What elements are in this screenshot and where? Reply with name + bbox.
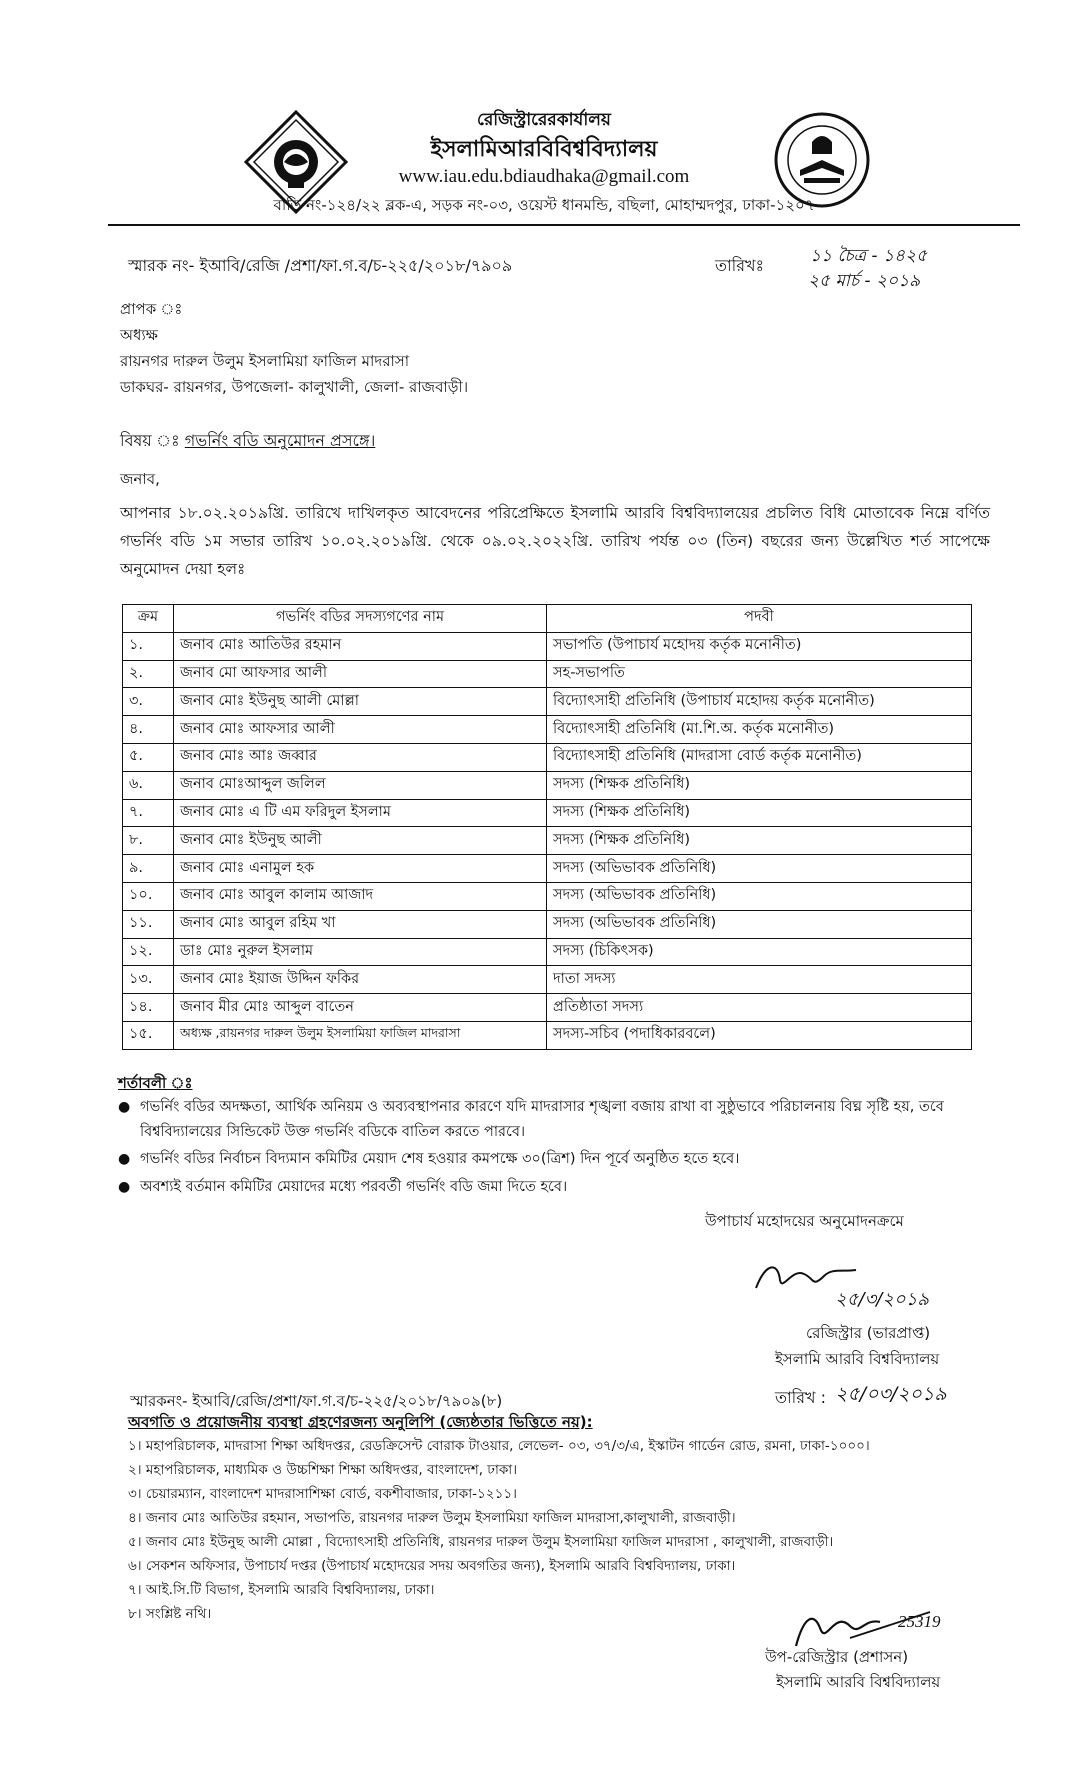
member-name: জনাব মোঃ এ টি এম ফরিদুল ইসলাম: [174, 799, 547, 827]
office-title: রেজিস্ট্রারেরকার্যালয়: [477, 110, 611, 130]
date-bangla: ১১ চৈত্র - ১৪২৫: [810, 246, 928, 266]
table-row: [123, 799, 972, 827]
body-paragraph: আপনার ১৮.০২.২০১৯খ্রি. তারিখে দাখিলকৃত আবেদনের পরিপ্রেক্ষিতে ইসলামি আরবি বিশ্ববিদ্যালয়ের প্রচলিত বিধি মোতাবেক নিম্নে বর্ণিত গভর্নিং বডি ১ম সভার তারিখ ১০.০২.২০১৯খ্রি. থেকে ০৯.০২.২০২২খ্রি. তারিখ পর্যন্ত ০৩ (তিন) বছরের জন্য উল্লেখিত শর্ত সাপেক্ষে অনুমোদন দেয়া হলঃ: [120, 504, 990, 578]
recipient-label: প্রাপক ঃ: [120, 300, 183, 318]
member-name: জনাব মো আফসার আলী: [174, 660, 547, 688]
recipient-line1: অধ্যক্ষ: [120, 326, 158, 344]
table-row: [123, 660, 972, 688]
member-post: সদস্য-সচিব (পদাধিকারবলে): [547, 1021, 972, 1049]
table-row: [123, 966, 972, 994]
member-name: জনাব মোঃ ইয়াজ উদ্দিন ফকির: [174, 966, 547, 994]
date-english: ২৫ মার্চ - ২০১৯: [808, 271, 921, 291]
row-serial: ১৫.: [123, 1021, 174, 1049]
row-serial: ১৩.: [123, 966, 174, 994]
member-post: প্রতিষ্ঠাতা সদস্য: [547, 994, 972, 1022]
row-serial: ১১.: [123, 910, 174, 938]
deputy-registrar-institution: ইসলামি আরবি বিশ্ববিদ্যালয়: [776, 1673, 941, 1691]
deputy-registrar-title: উপ-রেজিস্ট্রার (প্রশাসন): [765, 1648, 909, 1666]
row-serial: ২.: [123, 660, 174, 688]
header-divider: [108, 224, 1020, 226]
copy-item: ৬। সেকশন অফিসার, উপাচার্য দপ্তর (উপাচার্য মহোদয়ের সদয় অবগতির জন্য), ইসলামি আরবি বিশ্ববিদ্যালয়, ঢাকা।: [128, 1558, 736, 1574]
copy-item: ৪। জনাব মোঃ আতিউর রহমান, সভাপতি, রায়নগর দারুল উলুম ইসলামিয়া ফাজিল মাদরাসা,কালুখালী, রাজবাড়ী।: [128, 1510, 736, 1526]
row-serial: ১০.: [123, 882, 174, 910]
member-name: জনাব মোঃ আঃ জব্বার: [174, 743, 547, 771]
member-post: সদস্য (শিক্ষক প্রতিনিধি): [547, 771, 972, 799]
member-name: জনাব মীর মোঃ আব্দুল বাতেন: [174, 994, 547, 1022]
condition-text: গভর্নিং বডির অদক্ষতা, আর্থিক অনিয়ম ও অব্যবস্থাপনার কারণে যদি মাদরাসার শৃঙ্খলা বজায় রাখা বা সুষ্ঠুভাবে পরিচালনায় বিঘ্ন সৃষ্টি হয়, তবে বিশ্ববিদ্যালয়ের সিন্ডিকেট উক্ত গভর্নিং বডিকে বাতিল করতে পারবে।: [140, 1099, 944, 1140]
header-serial: ক্রম: [123, 605, 174, 633]
recipient-line2: রায়নগর দারুল উলুম ইসলামিয়া ফাজিল মাদরাসা: [120, 352, 410, 370]
university-address: বাড়ি নং-১২৪/২২ ব্লক-এ, সড়ক নং-০৩, ওয়েস্ট ধানমন্ডি, বছিলা, মোহাম্মদপুর, ঢাকা-১২০৭: [273, 196, 815, 214]
subject-label: বিষয় ঃ: [120, 431, 180, 450]
condition-text: গভর্নিং বডির নির্বাচন বিদ্যমান কমিটির মেয়াদ শেষ হওয়ার কমপক্ষে ৩০(ত্রিশ) দিন পূর্বে অনুষ্ঠিত হতে হবে।: [140, 1151, 740, 1167]
row-serial: ৭.: [123, 799, 174, 827]
governing-body-table: [122, 604, 972, 1050]
salutation: জনাব,: [120, 470, 160, 488]
bullet-icon: ●: [118, 1099, 131, 1115]
bullet-icon: ●: [118, 1179, 131, 1195]
registrar-title: রেজিস্ট্রার (ভারপ্রাপ্ত): [806, 1324, 931, 1342]
recipient-line3: ডাকঘর- রায়নগর, উপজেলা- কালুখালী, জেলা- রাজবাড়ী।: [120, 378, 469, 396]
member-name: জনাব মোঃ আবুল কালাম আজাদ: [174, 882, 547, 910]
copy-memo-number: স্মারকনং- ইআবি/রেজি/প্রশা/ফা.গ.ব/চ-২২৫/২০১৮/৭৯০৯(৮): [130, 1392, 503, 1410]
copy-item: ৫। জনাব মোঃ ইউনুছ আলী মোল্লা , বিদ্যোৎসাহী প্রতিনিধি, রায়নগর দারুল উলুম ইসলামিয়া ফাজিল মাদরাসা , কালুখালী, রাজবাড়ী।: [128, 1534, 834, 1550]
member-post: সদস্য (শিক্ষক প্রতিনিধি): [547, 827, 972, 855]
row-serial: ৬.: [123, 771, 174, 799]
table-row: [123, 716, 972, 744]
row-serial: ৫.: [123, 743, 174, 771]
copy-date: ২৫/০৩/২০১৯: [835, 1383, 947, 1405]
subject-text: গভর্নিং বডি অনুমোদন প্রসঙ্গে।: [184, 431, 376, 450]
member-post: সদস্য (চিকিৎসক): [547, 938, 972, 966]
member-name: জনাব মোঃ আবুল রহিম খা: [174, 910, 547, 938]
table-row: [123, 994, 972, 1022]
member-post: দাতা সদস্য: [547, 966, 972, 994]
website-email: www.iau.edu.bdiaudhaka@gmail.com: [398, 166, 690, 187]
row-serial: ১৪.: [123, 994, 174, 1022]
signature-date: ২৫/৩/২০১৯: [835, 1289, 929, 1310]
date-label: তারিখঃ: [715, 256, 765, 275]
row-serial: ৮.: [123, 827, 174, 855]
member-post: সদস্য (অভিভাবক প্রতিনিধি): [547, 910, 972, 938]
table-row: [123, 688, 972, 716]
header-name: গভর্নিং বডির সদস্যগণের নাম: [174, 605, 547, 633]
table-header-row: [123, 605, 972, 633]
copy-title: অবগতি ও প্রয়োজনীয় ব্যবস্থা গ্রহণেরজন্য অনুলিপি (জ্যেষ্ঠতার ভিত্তিতে নয়):: [128, 1413, 593, 1431]
member-name: জনাব মোঃ ইউনুছ আলী মোল্লা: [174, 688, 547, 716]
memo-number: স্মারক নং- ইআবি/রেজি /প্রশা/ফা.গ.ব/চ-২২৫/২০১৮/৭৯০৯: [128, 256, 513, 275]
table-row: [123, 882, 972, 910]
copy-item: ৭। আই.সি.টি বিভাগ, ইসলামি আরবি বিশ্ববিদ্যালয়, ঢাকা।: [128, 1582, 435, 1598]
copy-item: ৮। সংশ্লিষ্ট নথি।: [128, 1606, 212, 1622]
member-name: জনাব মোঃ এনামুল হক: [174, 855, 547, 883]
row-serial: ১.: [123, 632, 174, 660]
table-row: [123, 827, 972, 855]
university-name: ইসলামিআরবিবিশ্ববিদ্যালয়: [430, 137, 658, 162]
condition-item: [118, 1095, 990, 1145]
table-row: [123, 743, 972, 771]
table-row: [123, 771, 972, 799]
member-name: জনাব মোঃ আতিউর রহমান: [174, 632, 547, 660]
table-row: [123, 910, 972, 938]
member-name: জনাব মোঃ ইউনুছ আলী: [174, 827, 547, 855]
member-name: জনাব মোঃআব্দুল জলিল: [174, 771, 547, 799]
copy-item: ৩। চেয়ারম্যান, বাংলাদেশ মাদরাসাশিক্ষা বোর্ড, বকশীবাজার, ঢাকা-১২১১।: [128, 1486, 517, 1502]
copy-item: ২। মহাপরিচালক, মাধ্যমিক ও উচ্চশিক্ষা শিক্ষা অধিদপ্তর, বাংলাদেশ, ঢাকা।: [128, 1462, 518, 1478]
condition-item: [118, 1147, 990, 1172]
member-post: সভাপতি (উপাচার্য মহোদয় কর্তৃক মনোনীত): [547, 632, 972, 660]
condition-item: [118, 1175, 990, 1200]
subject: [120, 428, 375, 455]
header-post: পদবী: [547, 605, 972, 633]
member-name: ডাঃ মোঃ নুরুল ইসলাম: [174, 938, 547, 966]
member-name: অধ্যক্ষ ,রায়নগর দারুল উলুম ইসলামিয়া ফাজিল মাদরাসা: [174, 1021, 547, 1049]
copy-date-label: তারিখ :: [775, 1388, 827, 1407]
member-post: সদস্য (অভিভাবক প্রতিনিধি): [547, 855, 972, 883]
row-serial: ১২.: [123, 938, 174, 966]
member-post: সহ-সভাপতি: [547, 660, 972, 688]
member-post: বিদ্যোৎসাহী প্রতিনিধি (মাদরাসা বোর্ড কর্তৃক মনোনীত): [547, 743, 972, 771]
member-post: সদস্য (শিক্ষক প্রতিনিধি): [547, 799, 972, 827]
approval-note: উপাচার্য মহোদয়ের অনুমোদনক্রমে: [705, 1212, 904, 1230]
row-serial: ৯.: [123, 855, 174, 883]
bullet-icon: ●: [118, 1151, 131, 1167]
table-row: [123, 632, 972, 660]
table-row: [123, 938, 972, 966]
member-post: বিদ্যোৎসাহী প্রতিনিধি (মা.শি.অ. কর্তৃক মনোনীত): [547, 716, 972, 744]
condition-text: অবশ্যই বর্তমান কমিটির মেয়াদের মধ্যে পরবর্তী গভর্নিং বডি জমা দিতে হবে।: [140, 1179, 568, 1195]
copy-item: ১। মহাপরিচালক, মাদরাসা শিক্ষা অধিদপ্তর, রেডক্রিসেন্ট বোরাক টাওয়ার, লেভেল- ০৩, ৩৭/৩/এ, ইস্কাটন গার্ডেন রোড, রমনা, ঢাকা-১০০০।: [128, 1438, 870, 1454]
row-serial: ৪.: [123, 716, 174, 744]
member-name: জনাব মোঃ আফসার আলী: [174, 716, 547, 744]
member-post: সদস্য (অভিভাবক প্রতিনিধি): [547, 882, 972, 910]
conditions-title: শর্তাবলী ঃ: [118, 1074, 193, 1092]
table-row: [123, 855, 972, 883]
stamp-number: 25319: [898, 1612, 941, 1631]
member-post: বিদ্যোৎসাহী প্রতিনিধি (উপাচার্য মহোদয় কর্তৃক মনোনীত): [547, 688, 972, 716]
registrar-institution: ইসলামি আরবি বিশ্ববিদ্যালয়: [775, 1350, 940, 1368]
row-serial: ৩.: [123, 688, 174, 716]
table-row: [123, 1021, 972, 1049]
